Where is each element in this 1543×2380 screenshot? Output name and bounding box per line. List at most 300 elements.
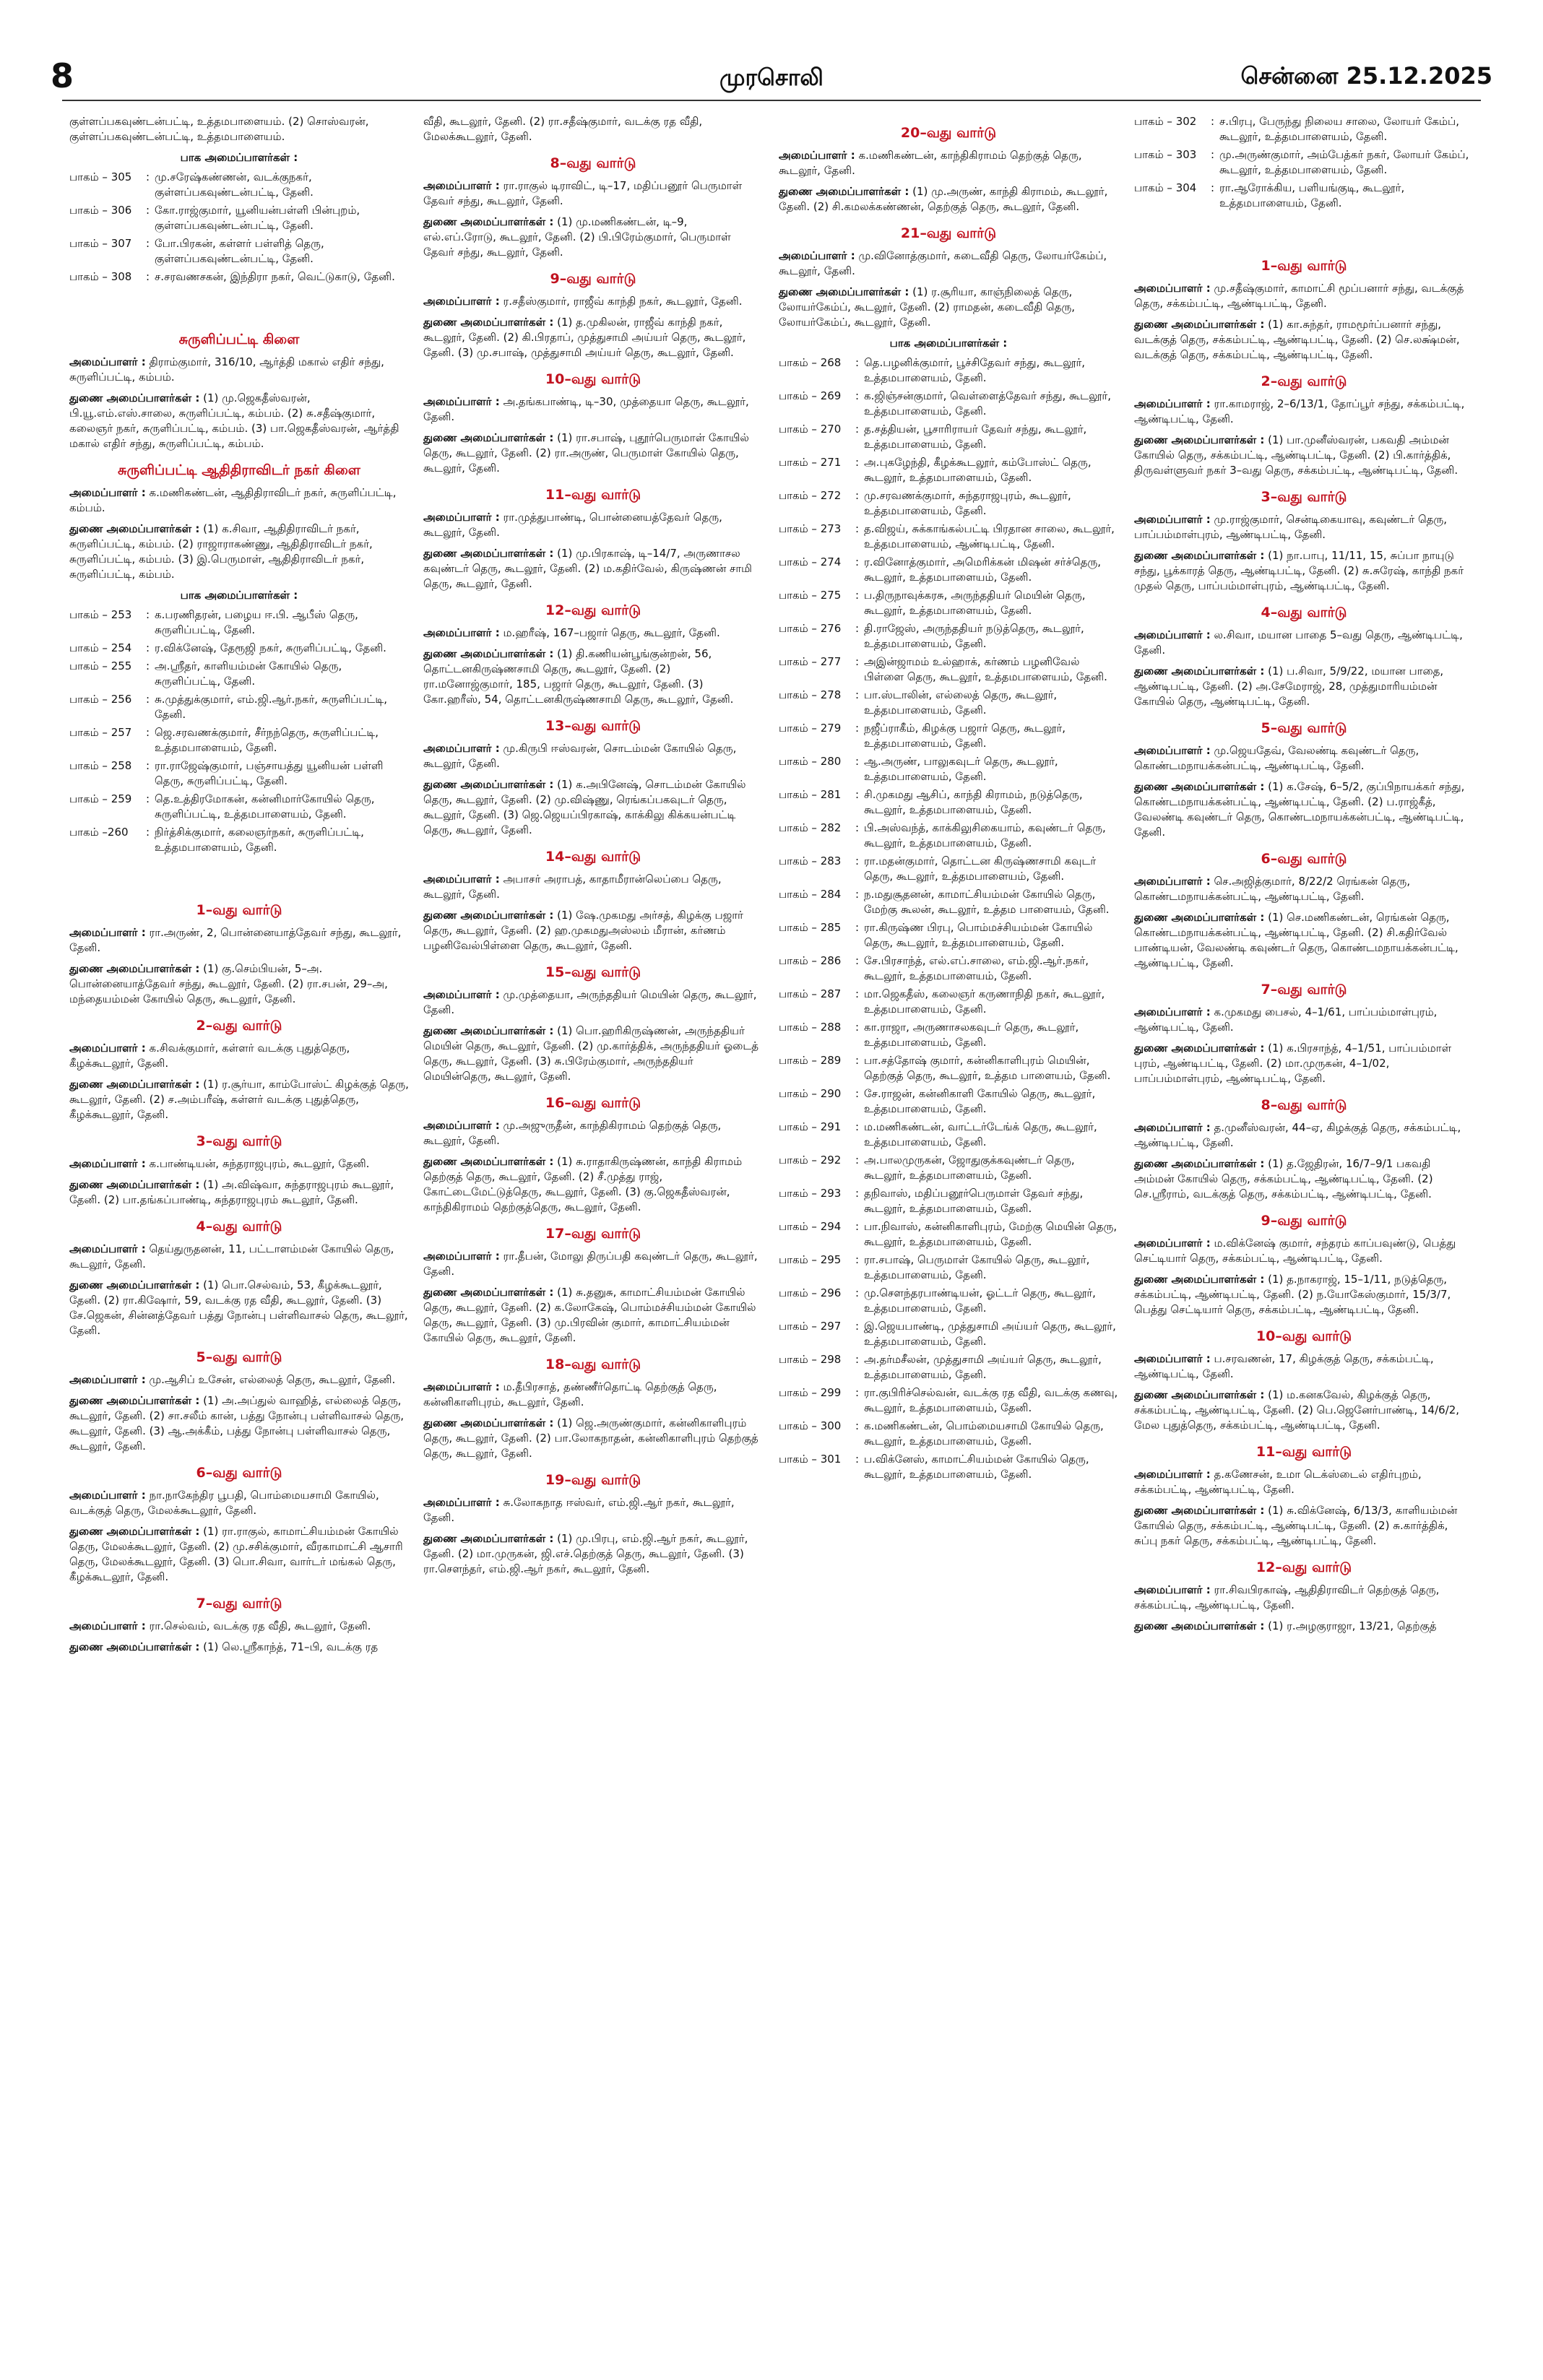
entry-text: (1) மு.ஜெகதீஸ்வரன், பி.யூ.எம்.எஸ்.சாலை, சுருளிப்பட்டி, கம்பம். (2) சு.சதீஷ்குமார், கலைஞர் நகர், சுருளிப்பட்டி, கம்பம். (3) பா.ஜெகதீஸ்வரன், ஆர்த்தி மகால் எதிர் சந்து, சுருளிப்பட்டி, கம்பம். <box>69 391 399 450</box>
newspaper-name: முரசொலி <box>719 64 824 91</box>
entry-text: (1) ர.அழகுராஜா, 13/21, தெற்குத் <box>1268 1619 1437 1632</box>
part-separator: : <box>1211 181 1215 194</box>
continued-text: வீதி, கூடலூர், தேனி. (2) ரா.சதீஷ்குமார், வடக்கு ரத வீதி, மேலக்கூடலூர், தேனி. <box>423 115 703 143</box>
entry <box>423 294 763 309</box>
entry <box>1134 317 1474 363</box>
entry-label: துணை அமைப்பாளர்கள் : <box>1134 1273 1265 1286</box>
part-number: பாகம் – 290 <box>779 1087 842 1100</box>
part-row <box>69 269 409 285</box>
part-leader: ரா.குபிரிச்செல்வன், வடக்கு ரத வீதி, வடக்கு கணவு, கூடலூர், உத்தமபாளையம், தேனி. <box>864 1386 1118 1414</box>
entry <box>1134 1272 1474 1317</box>
part-row <box>779 1053 1118 1083</box>
part-separator: : <box>146 270 150 283</box>
entry-text: ல.சிவா, மயான பாதை 5–வது தெரு, ஆண்டிபட்டி, தேனி. <box>1134 628 1463 657</box>
column-3 <box>779 114 1118 1485</box>
entry <box>779 184 1118 215</box>
part-row <box>779 953 1118 984</box>
entry <box>423 626 763 641</box>
entry-label: அமைப்பாளர் : <box>69 1373 146 1386</box>
ward-heading: 11–வது வார்டு <box>545 487 641 503</box>
entry-text: (1) கு.செம்பியன், 5–அ. பொன்னையாத்தேவர் சந்து, கூடலூர், தேனி. (2) ரா.சபன், 29–அ, மந்தையம்மன் கோயில் தெரு, கூடலூர், தேனி. <box>69 962 388 1005</box>
entry-text: த.முனீஸ்வரன், 44–ஏ, கிழக்குத் தெரு, சக்கம்பட்டி, ஆண்டிபட்டி, தேனி. <box>1134 1121 1461 1149</box>
entry <box>1134 512 1474 542</box>
entry-label: துணை அமைப்பாளர்கள் : <box>1134 1504 1265 1517</box>
entry <box>423 777 763 838</box>
part-leaders-heading: பாக அமைப்பாளர்கள் : <box>889 337 1008 350</box>
entry <box>779 248 1118 279</box>
entry <box>69 1077 409 1122</box>
part-row <box>69 825 409 855</box>
part-number: பாகம் – 285 <box>779 921 842 934</box>
ward-heading: 11–வது வார்டு <box>1255 1444 1352 1460</box>
part-row <box>779 920 1118 951</box>
entry-text: தெய்துருதனன், 11, பட்டாளம்மன் கோயில் தெரு, கூடலூர், தேனி. <box>69 1242 394 1271</box>
entry <box>69 1242 409 1272</box>
entry-label: துணை அமைப்பாளர்கள் : <box>69 1278 200 1291</box>
entry <box>423 315 763 360</box>
entry-label: அமைப்பாளர் : <box>423 1380 500 1393</box>
part-separator: : <box>855 1187 860 1200</box>
ward-heading: 21–வது வார்டு <box>900 225 997 241</box>
part-number: பாகம் – 276 <box>779 622 842 635</box>
entry-label: அமைப்பாளர் : <box>423 873 500 886</box>
entry-text: (1) மு.பிரகாஷ், டி–14/7, அருணாசல கவுண்டர் தெரு, கூடலூர், தேனி. (2) ம.கதிர்வேல், கிருஷ்ணன் சாமி தெரு, கூடலூர், தேனி. <box>423 547 752 590</box>
entry <box>1134 281 1474 311</box>
entry-label: துணை அமைப்பாளர்கள் : <box>423 1416 554 1429</box>
part-row <box>779 821 1118 851</box>
part-leader: ச.சரவணசகன், இந்திரா நகர், வெட்டுகாடு, தேனி. <box>155 270 395 283</box>
entry <box>423 1416 763 1461</box>
entry <box>69 1524 409 1585</box>
entry-label: துணை அமைப்பாளர்கள் : <box>1134 1157 1265 1170</box>
part-number: பாகம் – 299 <box>779 1386 842 1399</box>
part-number: பாகம் – 293 <box>779 1187 842 1200</box>
entry-label: துணை அமைப்பாளர்கள் : <box>1134 549 1265 562</box>
entry-text: (1) தி.கணியன்பூங்குன்றன், 56, தொட்டனகிருஷ்ணசாமி தெரு, கூடலூர், தேனி. (2) ரா.மனோஜ்குமார், 185, பஜார் தெரு, கூடலூர், தேனி. (3) கோ.ஹரீஸ், 54, தொட்டனகிருஷ்ணசாமி தெரு, கூடலூர், தேனி. <box>423 647 734 706</box>
ward-heading: 10–வது வார்டு <box>545 371 641 387</box>
part-row <box>779 1286 1118 1316</box>
part-number: பாகம் – 270 <box>779 423 842 436</box>
entry <box>69 485 409 516</box>
part-separator: : <box>855 954 860 967</box>
part-leader: பி.அஸ்வந்த், காக்கிலுசிகையாம், கவுண்டர் தெரு, கூடலூர், உத்தமபாளையம், தேனி. <box>864 821 1106 849</box>
entry <box>1134 1503 1474 1549</box>
part-number: பாகம் – 308 <box>69 270 132 283</box>
ward-heading: 9–வது வார்டு <box>1261 1213 1347 1229</box>
entry-text: (1) க.அபினேஷ், சொடம்மன் கோயில் தெரு, கூடலூர், தேனி. (2) மு.விஷ்ணு, ரெங்கப்பகவுடர் தெரு, கூடலூர், தேனி. (3) ஜெ.ஜெயப்பிரகாஷ், காக்கிலு கிக்கயன்பட்டி தெரு, கூடலூர், தேனி. <box>423 778 746 836</box>
part-number: பாகம் – 256 <box>69 693 132 706</box>
entry-label: துணை அமைப்பாளர்கள் : <box>1134 1619 1265 1632</box>
entry-text: செ.அஜித்குமார், 8/22/2 ரெங்கன் தெரு, கொண்டமநாயக்கன்பட்டி, ஆண்டிபட்டி, தேனி. <box>1134 875 1411 903</box>
part-row <box>779 688 1118 718</box>
part-row <box>1134 181 1474 211</box>
entry <box>1134 779 1474 840</box>
part-leader: சி.முகமது ஆசிப், காந்தி கிராமம், நடுத்தெரு, கூடலூர், உத்தமபாளையம், தேனி. <box>864 788 1083 816</box>
part-row <box>779 455 1118 485</box>
ward-heading: 20–வது வார்டு <box>900 125 997 141</box>
entry-text: மு.ஜெயதேவ், வேலண்டி கவுண்டர் தெரு, கொண்டமநாயக்கன்பட்டி, ஆண்டிபட்டி, தேனி. <box>1134 744 1419 772</box>
part-leader: நஜீப்ராகீம், கிழக்கு பஜார் தெரு, கூடலூர், உத்தமபாளையம், தேனி. <box>864 722 1066 750</box>
entry <box>69 1278 409 1338</box>
part-leader: பா.ஸ்டாலின், எல்லைத் தெரு, கூடலூர், உத்தமபாளையம், தேனி. <box>864 688 1058 717</box>
entry-text: (1) பா.முனீஸ்வரன், பகவதி அம்மன் கோயில் தெரு, சக்கம்பட்டி, ஆண்டிபட்டி, தேனி. (2) பி.கார்த்திக், திருவள்ளுவர் நகர் 3–வது தெரு, சக்கம்பட்டி, ஆண்டிபட்டி, தேனி. <box>1134 433 1458 477</box>
entry <box>423 394 763 425</box>
part-separator: : <box>855 555 860 568</box>
part-separator: : <box>146 608 150 621</box>
entry <box>69 1177 409 1208</box>
entry <box>1134 1351 1474 1382</box>
part-separator: : <box>855 1386 860 1399</box>
part-number: பாகம் – 273 <box>779 522 842 535</box>
entry-label: அமைப்பாளர் : <box>1134 1121 1211 1134</box>
entry <box>423 1154 763 1215</box>
entry <box>1134 1388 1474 1433</box>
entry-text: ம.ஹரீஷ், 167–பஜார் தெரு, கூடலூர், தேனி. <box>503 626 720 639</box>
part-number: பாகம் – 302 <box>1134 115 1197 128</box>
part-row <box>1134 147 1474 178</box>
ward-heading: 1–வது வார்டு <box>1261 258 1347 274</box>
entry-label: அமைப்பாளர் : <box>69 486 146 499</box>
entry-text: சு.லோகநாத ஈஸ்வர், எம்.ஜி.ஆர் நகர், கூடலூர், தேனி. <box>423 1496 735 1524</box>
entry-text: ம.விக்னேஷ் குமார், சந்தரம் காப்பவுண்டு, பெத்து செட்டியார் தெரு, சக்கம்பட்டி, ஆண்டிபட்டி, தேனி. <box>1134 1237 1456 1265</box>
part-separator: : <box>146 792 150 805</box>
part-row <box>779 1419 1118 1449</box>
entry-text: மு.சதீஷ்குமார், காமாட்சி மூப்பனார் சந்து, வடக்குத் தெரு, சக்கம்பட்டி, ஆண்டிபட்டி, தேனி. <box>1134 282 1464 310</box>
entry <box>69 925 409 956</box>
part-number: பாகம் – 279 <box>779 722 842 735</box>
part-separator: : <box>855 722 860 735</box>
entry-label: துணை அமைப்பாளர்கள் : <box>423 647 554 660</box>
part-leader: நிர்த்சிக்குமார், கலைஞர்நகர், சுருளிப்பட்டி, உத்தமபாளையம், தேனி. <box>155 826 364 854</box>
entry-label: துணை அமைப்பாளர்கள் : <box>423 1155 554 1168</box>
part-number: பாகம் – 284 <box>779 888 842 901</box>
ward-heading: 18–வது வார்டு <box>545 1356 641 1372</box>
part-leader: போ.பிரகன், கள்ளர் பள்ளித் தெரு, குள்ளப்பகவுண்டன்பட்டி, தேனி. <box>155 237 324 265</box>
part-number: பாகம் – 288 <box>779 1021 842 1034</box>
part-number: பாகம் – 294 <box>779 1220 842 1233</box>
entry-label: துணை அமைப்பாளர்கள் : <box>423 1532 554 1545</box>
entry-label: துணை அமைப்பாளர்கள் : <box>423 778 554 791</box>
ward-heading: 2–வது வார்டு <box>196 1018 282 1034</box>
entry <box>69 1393 409 1454</box>
part-number: பாகம் – 275 <box>779 589 842 602</box>
ward-heading: 6–வது வார்டு <box>196 1465 282 1481</box>
entry <box>1134 1583 1474 1613</box>
ward-heading: 14–வது வார்டு <box>545 849 641 865</box>
part-number: பாகம் – 289 <box>779 1054 842 1067</box>
part-leader: ரா.ஆரோக்கிய, பளியங்குடி, கூடலூர், உத்தமபாளையம், தேனி. <box>1219 181 1405 209</box>
part-row <box>69 659 409 689</box>
part-separator: : <box>1211 148 1215 161</box>
part-row <box>779 787 1118 818</box>
part-separator: : <box>146 237 150 250</box>
part-separator: : <box>146 659 150 672</box>
page-number: 8 <box>51 56 74 95</box>
part-leader: கா.ராஜா, அருணாசலகவுடர் தெரு, கூடலூர், உத்தமபாளையம், தேனி. <box>864 1021 1079 1049</box>
part-leader: மா.ஜெகதீஸ், கலைஞர் கருணாநிதி நகர், கூடலூர், உத்தமபாளையம், தேனி. <box>864 987 1105 1016</box>
part-separator: : <box>855 1220 860 1233</box>
entry <box>423 546 763 592</box>
entry <box>779 285 1118 330</box>
part-leader: த.விஜய், சுக்காங்கல்பட்டி பிரதான சாலை, கூடலூர், உத்தமபாளையம், ஆண்டிபட்டி, தேனி. <box>864 522 1115 550</box>
entry-text: த.கணேசன், உமா டெக்ஸ்டைல் எதிர்புறம், சக்கம்பட்டி, ஆண்டிபட்டி, தேனி. <box>1134 1468 1422 1496</box>
part-number: பாகம் – 257 <box>69 726 132 739</box>
part-number: பாகம் – 269 <box>779 389 842 402</box>
part-separator: : <box>855 1453 860 1466</box>
part-leader: ரா.கிருஷ்ண பிரபு, பொம்மச்சியம்மன் கோயில் தெரு, கூடலூர், உத்தமபாளையம், தேனி. <box>864 921 1093 949</box>
part-separator: : <box>855 987 860 1000</box>
part-leader: மு.சரேஷ்கண்ணன், வடக்குநகர், குள்ளப்பகவுண்டன்பட்டி, தேனி. <box>155 170 314 199</box>
entry-text: க.சிவக்குமார், கள்ளர் வடக்கு புதுத்தெரு, கீழக்கூடலூர், தேனி. <box>69 1042 350 1070</box>
ward-heading: 7–வது வார்டு <box>1261 982 1347 998</box>
part-separator: : <box>855 1320 860 1333</box>
branch-heading: சுருளிப்பட்டி கிளை <box>178 332 300 347</box>
part-row <box>779 987 1118 1017</box>
entry <box>1134 874 1474 904</box>
part-separator: : <box>146 170 150 183</box>
part-leader: பா.நிவாஸ், கன்னிகாளிபுரம், மேற்கு மெயின் தெரு, கூடலூர், உத்தமபாளையம், தேனி. <box>864 1220 1118 1248</box>
part-number: பாகம் – 274 <box>779 555 842 568</box>
entry-label: அமைப்பாளர் : <box>69 1157 146 1170</box>
spacer <box>69 858 409 891</box>
part-number: பாகம் – 291 <box>779 1120 842 1133</box>
ward-heading: 10–வது வார்டு <box>1255 1328 1352 1344</box>
part-row <box>779 854 1118 884</box>
entry-label: அமைப்பாளர் : <box>69 1619 146 1632</box>
entry-text: ரா.முத்துபாண்டி, பொன்னையத்தேவர் தெரு, கூடலூர், தேனி. <box>423 511 722 539</box>
entry-label: அமைப்பாளர் : <box>1134 1352 1211 1365</box>
part-separator: : <box>146 693 150 706</box>
part-number: பாகம் – 268 <box>779 356 842 369</box>
part-number: பாகம் – 305 <box>69 170 132 183</box>
entry <box>423 1249 763 1279</box>
entry-text: ரா.காமராஜ், 2–6/13/1, தோப்பூர் சந்து, சக்கம்பட்டி, ஆண்டிபட்டி, தேனி. <box>1134 397 1465 425</box>
part-number: பாகம் – 297 <box>779 1320 842 1333</box>
part-separator: : <box>855 655 860 668</box>
part-row <box>779 488 1118 519</box>
entry-text: திராம்குமார், 316/10, ஆர்த்தி மகால் எதிர் சந்து, சுருளிப்பட்டி, கம்பம். <box>69 355 384 384</box>
column-4 <box>1134 114 1474 1640</box>
entry <box>69 522 409 582</box>
entry <box>69 1619 409 1634</box>
entry-label: துணை அமைப்பாளர்கள் : <box>1134 1388 1265 1401</box>
entry-text: (1) மு.அருண், காந்தி கிராமம், கூடலூர், தேனி. (2) சி.கமலக்கண்ணன், தெற்குத் தெரு, கூடலூர், தேனி. <box>779 185 1108 213</box>
part-row <box>69 792 409 822</box>
part-separator: : <box>855 389 860 402</box>
part-row <box>779 522 1118 552</box>
entry-label: அமைப்பாளர் : <box>1134 1468 1211 1481</box>
part-number: பாகம் – 253 <box>69 608 132 621</box>
entry-label: துணை அமைப்பாளர்கள் : <box>69 391 200 404</box>
entry-label: துணை அமைப்பாளர்கள் : <box>423 1024 554 1037</box>
part-row <box>69 203 409 233</box>
entry-label: அமைப்பாளர் : <box>423 295 500 308</box>
part-separator: : <box>855 1286 860 1299</box>
entry <box>69 961 409 1007</box>
part-leader: ப.விக்னேஸ், காமாட்சியம்மன் கோயில் தெரு, கூடலூர், உத்தமபாளையம், தேனி. <box>864 1453 1089 1481</box>
part-number: பாகம் – 303 <box>1134 148 1197 161</box>
ward-heading: 5–வது வார்டு <box>196 1349 282 1365</box>
entry-label: துணை அமைப்பாளர்கள் : <box>69 522 200 535</box>
part-leaders-heading: பாக அமைப்பாளர்கள் : <box>180 151 298 164</box>
entry <box>1134 1619 1474 1634</box>
part-row <box>779 422 1118 452</box>
spacer <box>1134 214 1474 247</box>
entry-label: துணை அமைப்பாளர்கள் : <box>779 285 909 298</box>
part-number: பாகம் – 272 <box>779 489 842 502</box>
entry-label: அமைப்பாளர் : <box>423 1496 500 1509</box>
part-row <box>69 758 409 789</box>
entry-label: துணை அமைப்பாளர்கள் : <box>779 185 909 198</box>
entry-text: (1) லெ.ஸ்ரீகாந்த், 71–பி, வடக்கு ரத <box>203 1640 379 1653</box>
part-number: பாகம் – 258 <box>69 759 132 772</box>
part-leader: அ.புகழேந்தி, கீழக்கூடலூர், கம்போஸ்ட் தெரு, கூடலூர், உத்தமபாளையம், தேனி. <box>864 456 1092 484</box>
part-leader: அ.பாலமுருகன், ஜோதுகுக்கவுண்டர் தெரு, கூடலூர், உத்தமபாளையம், தேனி. <box>864 1154 1075 1182</box>
part-number: பாகம் – 292 <box>779 1154 842 1167</box>
entry-text: நா.நாகேந்திர பூபதி, பொம்மையசாமி கோயில், வடக்குத் தெரு, மேலக்கூடலூர், தேனி. <box>69 1489 379 1517</box>
entry-text: (1) ஷே.முகமது அர்சத், கிழக்கு பஜார் தெரு, கூடலூர், தேனி. (2) ஹ.முகமதுஅஸ்லம் மீரான், கர்ணம் பழனிவேல்பிள்ளை தெரு, கூடலூர், தேனி. <box>423 909 743 952</box>
entry <box>423 430 763 476</box>
part-separator: : <box>855 1353 860 1366</box>
entry-label: அமைப்பாளர் : <box>1134 875 1211 888</box>
part-leader: ஜெ.சரவணக்குமார், சீர்நந்தெரு, சுருளிப்பட்டி, உத்தமபாளையம், தேனி. <box>155 726 379 754</box>
part-row <box>69 692 409 722</box>
part-leader: ர.வினோத்குமார், அமெரிக்கன் மிஷன் சர்ச்தெரு, கூடலூர், உத்தமபாளையம், தேனி. <box>864 555 1102 584</box>
entry-label: அமைப்பாளர் : <box>779 249 855 262</box>
entry-text: (1) நா.பாபு, 11/11, 15, சுப்பா நாயுடு சந்து, பூக்காரத் தெரு, ஆண்டிபட்டி, தேனி. (2) சு.சுரேஷ், காந்தி நகர் முதல் தெரு, பாப்பம்மாள்புரம், ஆண்டிபட்டி, தேனி. <box>1134 549 1464 592</box>
part-separator: : <box>855 356 860 369</box>
entry-label: துணை அமைப்பாளர்கள் : <box>423 431 554 444</box>
entry <box>423 741 763 771</box>
entry-text: (1) த.நாகராஜ், 15–1/11, நடுத்தெரு, சக்கம்பட்டி, ஆண்டிபட்டி, தேனி. (2) ந.யோகேஸ்குமார், 15/3/7, பெத்து செட்டியார் தெரு, சக்கம்பட்டி, ஆண்டிபட்டி, தேனி. <box>1134 1273 1451 1316</box>
part-number: பாகம் – 304 <box>1134 181 1197 194</box>
part-leader: க.ஜிஞ்சன்குமார், வெள்ளைத்தேவர் சந்து, கூடலூர், உத்தமபாளையம், தேனி. <box>864 389 1111 417</box>
part-row <box>779 1086 1118 1117</box>
part-leader: ரா.ராஜேஷ்குமார், பஞ்சாயத்து யூனியன் பள்ளி தெரு, சுருளிப்பட்டி, தேனி. <box>155 759 384 787</box>
part-row <box>69 641 409 656</box>
entry <box>1134 664 1474 709</box>
part-leader: த.சத்தியன், பூசாரிராயர் தேவர் சந்து, கூடலூர், உத்தமபாளையம், தேனி. <box>864 423 1087 451</box>
entry-text: (1) ர.சூரியா, காஞ்நிலைத் தெரு, லோயர்கேம்ப், கூடலூர், தேனி. (2) ராமதன், கடைவீதி தெரு, லோயர்கேம்ப், கூடலூர், தேனி. <box>779 285 1076 329</box>
part-number: பாகம் – 296 <box>779 1286 842 1299</box>
entry-text: (1) க.சேஷ், 6–5/2, குப்பிநாயக்கர் சந்து, கொண்டமநாயக்கன்பட்டி, ஆண்டிபட்டி, தேனி. (2) ப.ராஜ்கீத், வேலண்டி கவுண்டர் தெரு, கொண்டமநாயக்கன்பட்டி, ஆண்டிபட்டி, தேனி. <box>1134 780 1465 839</box>
entry-label: அமைப்பாளர் : <box>69 926 146 939</box>
entry-text: (1) சு.தனுசு, காமாட்சியம்மன் கோயில் தெரு, கூடலூர், தேனி. (2) க.லோகேஷ், பொம்மச்சியம்மன் கோயில் தெரு, கூடலூர், தேனி. (3) மு.பிரவின் குமார், காமாட்சியம்மன் கோயில் தெரு, கூடலூர், தேனி. <box>423 1286 756 1344</box>
part-leader: தி.ராஜேஸ், அருந்ததியர் நடுத்தெரு, கூடலூர், உத்தமபாளையம், தேனி. <box>864 622 1084 650</box>
part-leader: ரா.மதன்குமார், தொட்டன கிருஷ்ணசாமி கவுடர் தெரு, கூடலூர், உத்தமபாளையம், தேனி. <box>864 854 1097 883</box>
entry <box>1134 1041 1474 1086</box>
part-row <box>779 355 1118 386</box>
entry-text: அபாசர் அராபத், காதாமீரான்லெப்பை தெரு, கூடலூர், தேனி. <box>423 873 722 901</box>
entry-text: (1) ரா.ராகுல், காமாட்சியம்மன் கோயில் தெரு, மேலக்கூடலூர், தேனி. (2) மு.சசிக்குமார், வீரகாமாட்சி ஆசாரி தெரு, மேலக்கூடலூர், தேனி. (3) பொ.சிவா, வார்டர் மங்கல் தெரு, கீழக்கூடலூர், தேனி. <box>69 1525 403 1583</box>
part-row <box>69 725 409 756</box>
entry-text: மு.வினோத்குமார், கடைவீதி தெரு, லோயர்கேம்ப், கூடலூர், தேனி. <box>779 249 1107 277</box>
part-row <box>779 621 1118 652</box>
entry-label: துணை அமைப்பாளர்கள் : <box>1134 318 1265 331</box>
entry <box>1134 1156 1474 1202</box>
ward-heading: 17–வது வார்டு <box>545 1226 641 1242</box>
entry-label: துணை அமைப்பாளர்கள் : <box>423 1286 554 1299</box>
masthead <box>0 0 1543 95</box>
entry-text: மு.அஜுருதீன், காந்திகிராமம் தெற்குத் தெரு, கூடலூர், தேனி. <box>423 1119 722 1147</box>
part-separator: : <box>146 826 150 839</box>
entry-text: க.பாண்டியன், சுந்தராஜபுரம், கூடலூர், தேனி. <box>149 1157 370 1170</box>
part-number: பாகம் – 301 <box>779 1453 842 1466</box>
part-number: பாகம் – 286 <box>779 954 842 967</box>
part-separator: : <box>146 204 150 217</box>
ward-heading: 13–வது வார்டு <box>545 718 641 734</box>
ward-heading: 4–வது வார்டு <box>1261 605 1347 620</box>
part-leader: ச.பிரபு, பேருந்து நிலைய சாலை, லோயர் கேம்ப், கூடலூர், உத்தமபாளையம், தேனி. <box>1219 115 1459 143</box>
continued-text: குள்ளப்பகவுண்டன்பட்டி, உத்தமபாளையம். (2) சொஸ்வரன், குள்ளப்பகவுண்டன்பட்டி, உத்தமபாளையம். <box>69 115 369 143</box>
entry-text: ரா.ராகுல் டிராவிட், டி–17, மதிப்பனூர் பெருமாள் தேவர் சந்து, கூடலூர், தேனி. <box>423 179 743 207</box>
spacer <box>69 287 409 321</box>
entry <box>1134 1236 1474 1266</box>
ward-heading: 1–வது வார்டு <box>196 902 282 918</box>
entry <box>779 148 1118 178</box>
entry <box>423 987 763 1018</box>
entry-text: (1) ம.கனகவேல், கிழக்குத் தெரு, சக்கம்பட்டி, ஆண்டிபட்டி, தேனி. (2) பெ.ஜெனேர்பாண்டி, 14/6/2, மேல புதுத்தெரு, சக்கம்பட்டி, ஆண்டிபட்டி, தேனி. <box>1134 1388 1460 1432</box>
entry-label: துணை அமைப்பாளர்கள் : <box>69 1394 200 1407</box>
entry-label: அமைப்பாளர் : <box>1134 628 1211 641</box>
part-separator: : <box>855 821 860 834</box>
part-number: பாகம் – 300 <box>779 1419 842 1432</box>
part-separator: : <box>855 755 860 768</box>
ward-heading: 6–வது வார்டு <box>1261 851 1347 867</box>
part-leader: தெ.உத்திரமோகன், கன்னிமார்கோயில் தெரு, சுருளிப்பட்டி, உத்தமபாளையம், தேனி. <box>155 792 375 821</box>
part-leader: தெ.பழனிக்குமார், பூச்சிதேவர் சந்து, கூடலூர், உத்தமபாளையம், தேனி. <box>864 356 1086 384</box>
part-separator: : <box>855 456 860 469</box>
entry-label: அமைப்பாளர் : <box>1134 513 1211 526</box>
part-separator: : <box>855 1120 860 1133</box>
header-rule <box>62 100 1481 101</box>
entry <box>423 908 763 953</box>
part-separator: : <box>855 622 860 635</box>
entry-text: (1) க.பிரசாந்த், 4–1/51, பாப்பம்மாள் புரம், ஆண்டிபட்டி, தேனி. (2) மா.முருகன், 4–1/02, பாப்பம்மாள்புரம், ஆண்டிபட்டி, தேனி. <box>1134 1042 1452 1085</box>
entry-text: ரா.அருண், 2, பொன்னையாத்தேவர் சந்து, கூடலூர், தேனி. <box>69 926 402 954</box>
part-separator: : <box>1211 115 1215 128</box>
part-number: பாகம் –260 <box>69 826 129 839</box>
ward-heading: 4–வது வார்டு <box>196 1219 282 1234</box>
part-row <box>779 389 1118 419</box>
column-1 <box>69 114 409 1661</box>
part-separator: : <box>855 1054 860 1067</box>
part-row <box>69 170 409 200</box>
entry-text: (1) அ.அப்துல் வாஹித், எல்லைத் தெரு, கூடலூர், தேனி. (2) சா.சலீம் கான், பத்து நோன்பு பள்ளிவாசல் தெரு, கூடலூர், தேனி. (3) ஆ.அக்கீம், பத்து நோன்பு பள்ளிவாசல் தெரு, கூடலூர், தேனி. <box>69 1394 405 1453</box>
ward-heading: 7–வது வார்டு <box>196 1596 282 1611</box>
part-row <box>779 1319 1118 1349</box>
entry <box>423 1380 763 1410</box>
ward-heading: 8–வது வார்டு <box>550 155 636 171</box>
entry <box>423 1118 763 1148</box>
entry-label: அமைப்பாளர் : <box>69 1242 146 1255</box>
entry-label: அமைப்பாளர் : <box>1134 397 1211 410</box>
entry-label: துணை அமைப்பாளர்கள் : <box>1134 433 1265 446</box>
part-number: பாகம் – 281 <box>779 788 842 801</box>
part-number: பாகம் – 298 <box>779 1353 842 1366</box>
part-number: பாகம் – 278 <box>779 688 842 701</box>
entry-text: க.மணிகண்டன், காந்திகிராமம் தெற்குத் தெரு, கூடலூர், தேனி. <box>779 149 1082 177</box>
part-leader: ம.மணிகண்டன், வாட்டர்டேங்க் தெரு, கூடலூர், உத்தமபாளையம், தேனி. <box>864 1120 1097 1148</box>
part-row <box>779 654 1118 685</box>
part-row <box>779 1219 1118 1250</box>
part-number: பாகம் – 287 <box>779 987 842 1000</box>
branch-heading: சுருளிப்பட்டி ஆதிதிராவிடர் நகர் கிளை <box>118 462 360 478</box>
entry-label: அமைப்பாளர் : <box>423 626 500 639</box>
part-separator: : <box>855 522 860 535</box>
part-row <box>779 1186 1118 1216</box>
entry-label: துணை அமைப்பாளர்கள் : <box>423 316 554 329</box>
